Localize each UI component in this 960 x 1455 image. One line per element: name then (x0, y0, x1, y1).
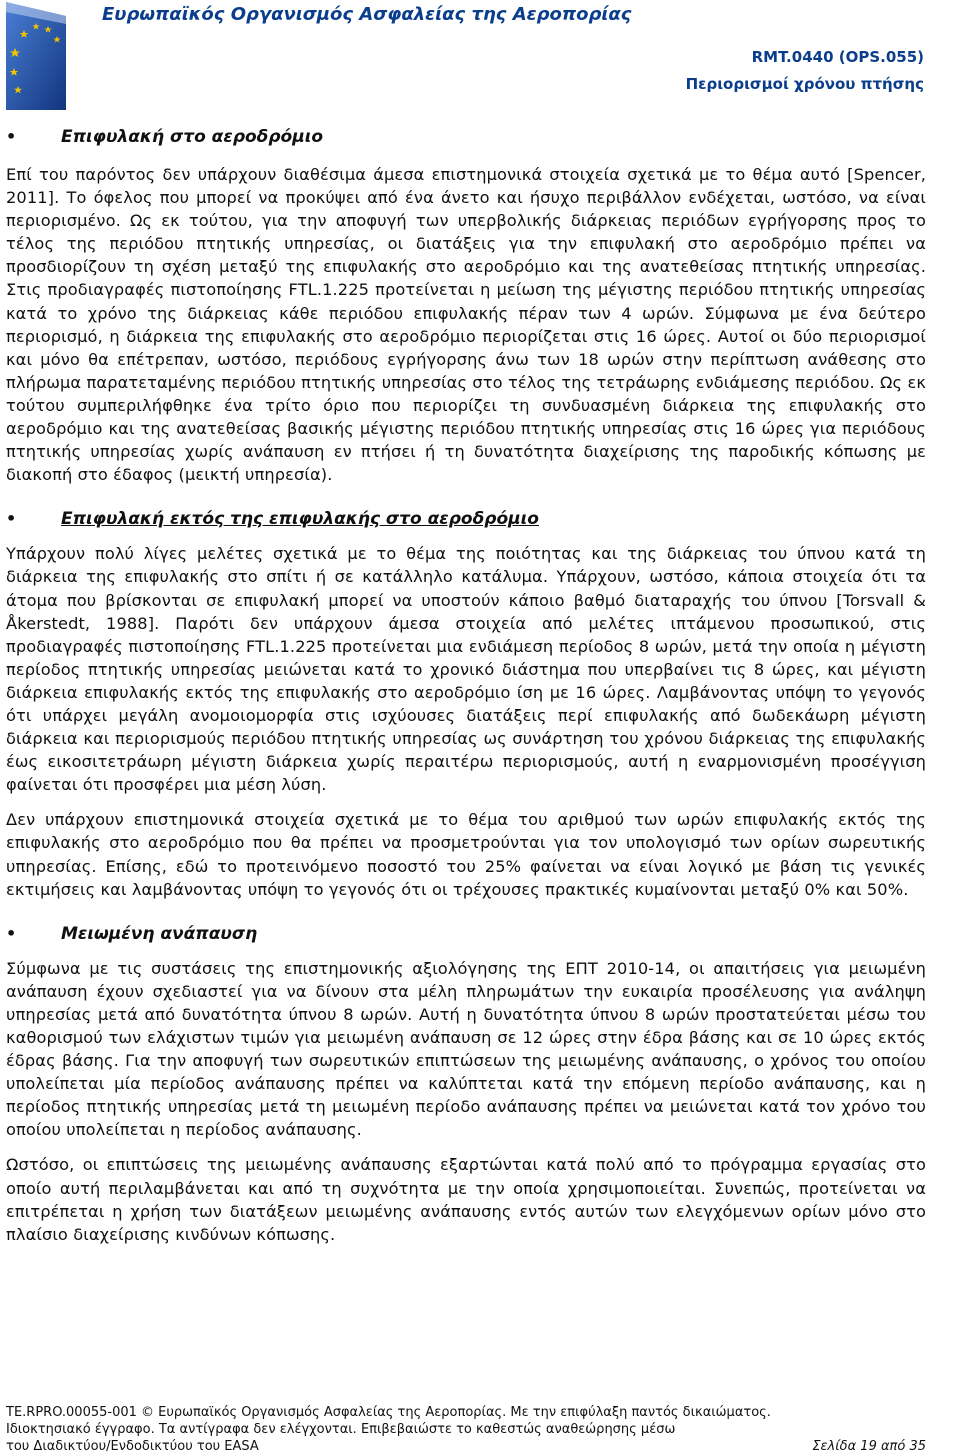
footer-notice: Ιδιοκτησιακό έγγραφο. Τα αντίγραφα δεν ελέγχονται. Επιβεβαιώστε το καθεστώς αναθεώρησης μέσω (6, 1422, 676, 1437)
document-reference: RMT.0440 (OPS.055) (751, 48, 924, 66)
organization-title: Ευρωπαϊκός Οργανισμός Ασφαλείας της Αεροπορίας (102, 4, 632, 25)
section-heading-text: Μειωμένη ανάπαυση (61, 923, 258, 944)
easa-flag-logo-icon (6, 2, 66, 110)
bullet-icon: • (6, 923, 17, 943)
footer-copyright: TE.RPRO.00055-001 © Ευρωπαϊκός Οργανισμός Ασφαλείας της Αεροπορίας. Με την επιφύλαξη παντός δικαιώματος. (6, 1405, 771, 1420)
page-footer (6, 1404, 926, 1455)
section-heading (6, 125, 926, 149)
bullet-icon: • (6, 509, 17, 529)
paragraph: Υπάρχουν πολύ λίγες μελέτες σχετικά με το θέμα της ποιότητας και της διάρκειας του ύπνου κατά τη διάρκεια της επιφυλακής στο σπίτι ή σε κατάλληλο κατάλυμα. Υπάρχουν, ωστόσο, κάποια στοιχεία ότι τα άτομα που βρίσκονται σε επιφυλακή μπορεί να υποστούν κάποιο βαθμό διαταραχής του ύπνου [Torsvall & Åkerstedt, 1988]. Παρότι δεν υπάρχουν άμεσα στοιχεία από μελέτες ιπτάμενου προσωπικού, στις προδιαγραφές πιστοποίησης FTL.1.225 προτείνεται μια ενδιάμεση περίοδος 8 ωρών, μετά την οποία η μέγιστη περίοδος πτητικής υπηρεσίας μειώνεται κατά το χρονικό διάστημα που υπερβαίνει τις 8 ώρες, και μέγιστη διάρκεια επιφυλακής εκτός της επιφυλακής στο αεροδρόμιο ίση με 16 ώρες. Λαμβάνοντας υπόψη το γεγονός ότι υπάρχει μεγάλη ανομοιομορφία στις ισχύουσες διατάξεις περί επιφυλακής από δωδεκάωρη μέγιστη διάρκεια και περιορισμούς περιόδου πτητικής υπηρεσίας ως συνάρτηση του χρόνου διάρκειας της επιφυλακής έως εικοσιτετράωρη μέγιστη διάρκεια χωρίς περαιτέρω περιορισμούς, αυτή η εναρμονισμένη προσέγγιση φαίνεται ότι προσφέρει μια μέση λύση. (6, 544, 926, 795)
paragraph: Επί του παρόντος δεν υπάρχουν διαθέσιμα άμεσα επιστημονικά στοιχεία σχετικά με το θέμα αυτό [Spencer, 2011]. Το όφελος που μπορεί να προκύψει από ένα άνετο και ήσυχο περιβάλλον ενδέχεται, ωστόσο, να είναι περιορισμένο. Ως εκ τούτου, για την αποφυγή των υπερβολικής διάρκειας περιόδων εγρήγορσης προς το τέλος της περιόδου πτητικής υπηρεσίας, οι διατάξεις για την επιφυλακή στο αεροδρόμιο πρέπει να προσδιορίζουν τη σχέση μεταξύ της επιφυλακής στο αεροδρόμιο και της ανατεθείσας πτητικής υπηρεσίας. Στις προδιαγραφές πιστοποίησης FTL.1.225 προτείνεται η μείωση της μέγιστης περιόδου πτητικής υπηρεσίας κατά το χρόνο της διάρκειας κάθε περιόδου επιφυλακής πέραν των 4 ωρών. Σύμφωνα με ένα δεύτερο περιορισμό, η διάρκεια της επιφυλακής στο αεροδρόμιο περιορίζεται στις 16 ώρες. Αυτοί οι δύο περιορισμοί και μόνο θα επέτρεπαν, ωστόσο, περιόδους εγρήγορσης άνω των 18 ωρών στην περίπτωση ανάθεσης στο πλήρωμα παρατεταμένης περιόδου πτητικής υπηρεσίας στο τέλος της τετράωρης ενδιάμεσης περιόδου. Ως εκ τούτου συμπεριλήφθηκε ένα τρίτο όριο που περιορίζει τη συνδυασμένη διάρκεια της επιφυλακής στο αεροδρόμιο και της ανατεθείσας βασικής μέγιστης περιόδου πτητικής υπηρεσίας στις 16 ώρες για περιόδους πτητικής υπηρεσίας χωρίς ανάπαυση εν πτήσει ή τη δυνατότητα διαχείρισης της παροδικής κόπωσης με διακοπή στο έδαφος (μεικτή υπηρεσία). (6, 165, 926, 485)
paragraph: Σύμφωνα με τις συστάσεις της επιστημονικής αξιολόγησης της ΕΠΤ 2010-14, οι απαιτήσεις για μειωμένη ανάπαυση έχουν σχεδιαστεί για να δίνουν στα μέλη πληρωμάτων την ευκαιρία προσέλευσης για ανάληψη υπηρεσίας μετά από δυνατότητα ύπνου 8 ωρών. Αυτή η δυνατότητα ύπνου 8 ωρών προστατεύεται μέσω του καθορισμού των ελάχιστων τιμών για μειωμένη ανάπαυση σε 12 ώρες στην έδρα βάσης και σε 10 ώρες εκτός έδρας βάσης. Για την αποφυγή των σωρευτικών επιπτώσεων της μειωμένης ανάπαυσης, ο χρόνος του οποίου υπολείπεται μία περίοδος ανάπαυσης πρέπει να καλύπτεται κατά την επόμενη περίοδο ανάπαυσης, και η περίοδος πτητικής υπηρεσίας μετά τη μειωμένη περίοδο ανάπαυσης πρέπει να μειώνεται κατά τον χρόνο του οποίου υπολείπεται η περίοδος ανάπαυσης. (6, 958, 926, 1140)
bullet-icon: • (6, 127, 17, 146)
section-heading (6, 507, 926, 531)
paragraph: Δεν υπάρχουν επιστημονικά στοιχεία σχετικά με το θέμα του αριθμού των ωρών επιφυλακής εκτός της επιφυλακής στο αεροδρόμιο που θα πρέπει να προσμετρούνται για τον υπολογισμό των ορίων σωρευτικής υπηρεσίας. Επίσης, εδώ το προτεινόμενο ποσοστό του 25% φαίνεται να είναι λογικό με βάση τις γενικές εκτιμήσεις και λαμβάνοντας υπόψη το γεγονός ότι οι τρέχουσες πρακτικές κυμαίνονται μεταξύ 0% και 50%. (6, 810, 926, 899)
document-body (6, 120, 926, 1246)
section-heading-text: Επιφυλακή στο αεροδρόμιο (61, 127, 324, 147)
paragraph: Ωστόσο, οι επιπτώσεις της μειωμένης ανάπαυσης εξαρτώνται κατά πολύ από το πρόγραμμα εργασίας στο οποίο αυτή περιλαμβάνεται και από τη συχνότητα με την οποία χρησιμοποιείται. Συνεπώς, προτείνεται να επιτρέπεται η χρήση των διατάξεων μειωμένης ανάπαυσης εντός αυτών των ελεγχόμενων ορίων μόνο στο πλαίσιο διαχείρισης κινδύνων κόπωσης. (6, 1155, 926, 1244)
footer-notice-cont: του Διαδικτύου/Ενδοδικτύου του EASA (6, 1439, 259, 1454)
page-number: Σελίδα 19 από 35 (812, 1439, 926, 1454)
page-header (0, 0, 960, 115)
document-topic: Περιορισμοί χρόνου πτήσης (685, 75, 924, 93)
section-heading-text: Επιφυλακή εκτός της επιφυλακής στο αεροδρόμιο (61, 509, 539, 530)
section-heading (6, 922, 926, 946)
